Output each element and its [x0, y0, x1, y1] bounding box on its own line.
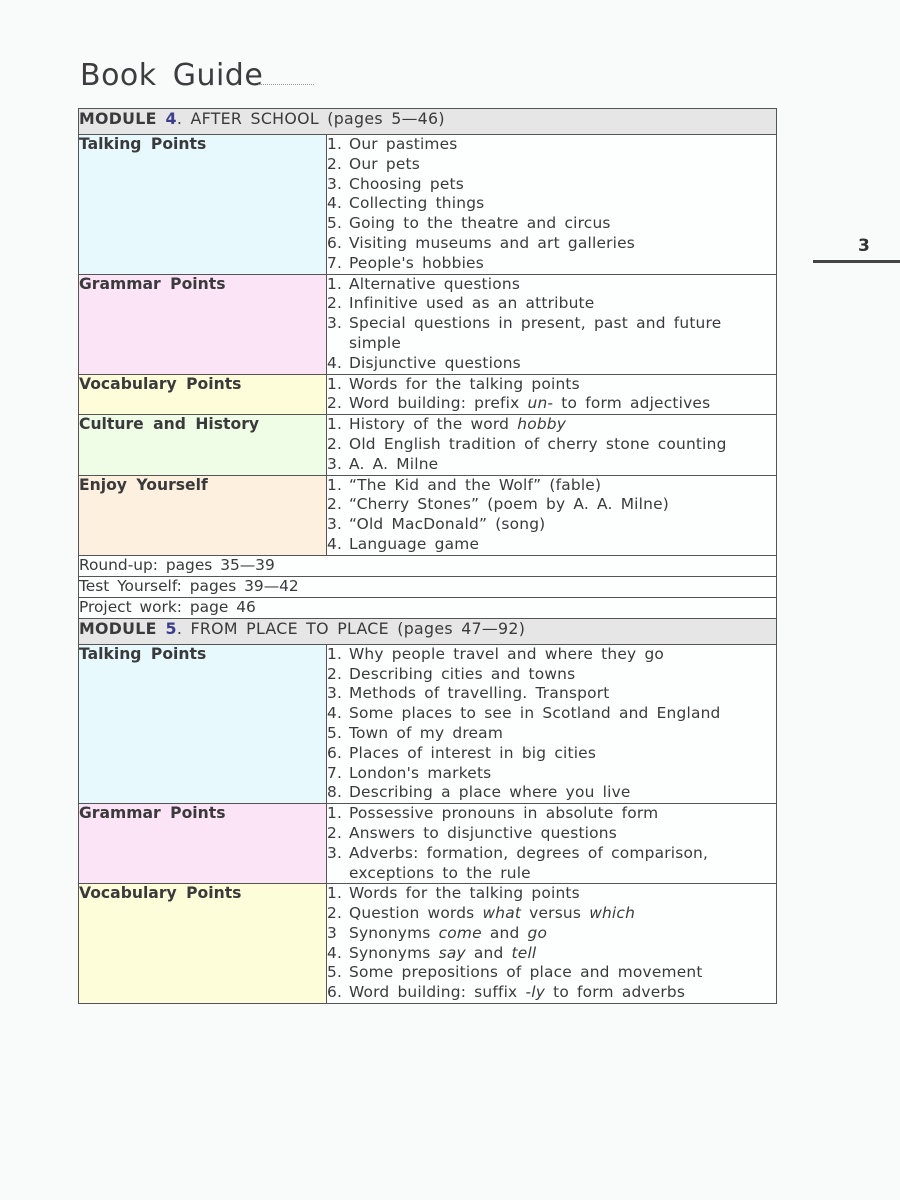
item-text-part: and: [465, 943, 512, 962]
item-text-part: Synonyms: [349, 923, 439, 942]
list-item: [327, 684, 776, 704]
list-item: [327, 744, 776, 764]
section-row: [79, 644, 777, 803]
list-item: [327, 394, 776, 414]
item-text: [349, 394, 776, 414]
item-text: [349, 924, 776, 944]
item-text: Places of interest in big cities: [349, 743, 597, 762]
list-item: [327, 665, 776, 685]
extra-row: [79, 597, 777, 618]
item-text: “Old MacDonald” (song): [349, 515, 546, 534]
item-text-part: to form adverbs: [545, 983, 686, 1002]
extra-row: [79, 576, 777, 597]
module-title: . FROM PLACE TO PLACE (pages 47—92): [176, 618, 526, 638]
list-item: [327, 535, 776, 555]
section-items: [327, 274, 777, 374]
item-number: 3.: [327, 684, 343, 703]
item-number: 2.: [327, 294, 343, 313]
list-item: [327, 963, 776, 983]
section-items: [327, 804, 777, 884]
list-item: [327, 495, 776, 515]
section-category: Talking Points: [79, 644, 327, 803]
list-item: [327, 435, 776, 455]
item-text-part: History of the word: [349, 415, 518, 434]
list-item: [327, 354, 776, 374]
section-items: [327, 884, 777, 1004]
item-text: Visiting museums and art galleries: [349, 233, 636, 252]
item-text: Some places to see in Scotland and England: [349, 704, 721, 723]
list-item: [327, 724, 776, 744]
module-header-row: [79, 109, 777, 135]
section-items: [327, 374, 777, 415]
item-number: 2.: [327, 823, 343, 842]
item-text-part: and: [481, 923, 528, 942]
item-number: 3.: [327, 843, 343, 862]
list-item: [327, 135, 776, 155]
item-text: Describing cities and towns: [349, 664, 576, 683]
item-emphasis: what: [482, 904, 522, 923]
section-row: [79, 415, 777, 475]
item-number: 6.: [327, 233, 343, 252]
item-number: 2.: [327, 904, 343, 923]
page-number: 3: [858, 236, 870, 256]
section-category: Grammar Points: [79, 274, 327, 374]
item-number: 4.: [327, 534, 343, 553]
item-text: “The Kid and the Wolf” (fable): [349, 475, 602, 494]
module-number: 4: [165, 109, 177, 128]
list-item: [327, 764, 776, 784]
list-item: [327, 234, 776, 254]
section-row: [79, 374, 777, 415]
list-item: [327, 645, 776, 665]
item-text: [349, 904, 776, 924]
section-row: [79, 135, 777, 275]
item-number: 4.: [327, 353, 343, 372]
item-text: Infinitive used as an attribute: [349, 294, 595, 313]
section-category: Grammar Points: [79, 804, 327, 884]
section-category: Vocabulary Points: [79, 884, 327, 1004]
item-number: 3: [327, 923, 337, 942]
module-header: [79, 618, 777, 644]
list-item: [327, 884, 776, 904]
item-text: Words for the talking points: [349, 374, 580, 393]
item-number: 2.: [327, 434, 343, 453]
section-category: Talking Points: [79, 135, 327, 275]
item-emphasis: -ly: [525, 983, 546, 1002]
list-item: [327, 783, 776, 803]
item-text: Collecting things: [349, 194, 485, 213]
item-number: 3.: [327, 515, 343, 534]
list-item: [327, 455, 776, 475]
item-text: [349, 415, 776, 435]
item-text-part: Word building: suffix: [349, 983, 526, 1002]
section-category: Enjoy Yourself: [79, 475, 327, 555]
list-item: [327, 983, 776, 1003]
item-text-part: Word building: prefix: [349, 394, 528, 413]
section-items: [327, 644, 777, 803]
item-text: Going to the theatre and circus: [349, 214, 611, 233]
item-text: “Cherry Stones” (poem by A. A. Milne): [349, 495, 669, 514]
list-item: [327, 375, 776, 395]
section-row: [79, 274, 777, 374]
extra-info: Round-up: pages 35—39: [79, 555, 777, 576]
section-items: [327, 415, 777, 475]
item-text: Describing a place where you live: [349, 783, 631, 802]
item-text-part: versus: [521, 904, 590, 923]
item-emphasis: come: [438, 923, 482, 942]
list-item: [327, 904, 776, 924]
item-number: 1.: [327, 135, 343, 153]
list-item: [327, 415, 776, 435]
item-number: 2.: [327, 664, 343, 683]
item-number: 1.: [327, 804, 343, 823]
module-header: [79, 109, 777, 135]
list-item: [327, 214, 776, 234]
item-number: 2.: [327, 394, 343, 413]
section-category: Vocabulary Points: [79, 374, 327, 415]
module-label: MODULE: [79, 109, 166, 128]
item-text: [349, 983, 776, 1003]
item-emphasis: tell: [511, 943, 537, 962]
list-item: [327, 314, 776, 354]
section-row: [79, 475, 777, 555]
item-text: Why people travel and where they go: [349, 644, 665, 663]
item-emphasis: un-: [527, 394, 554, 413]
module-label: MODULE: [79, 618, 166, 638]
list-item: [327, 804, 776, 824]
item-emphasis: go: [527, 923, 548, 942]
item-number: 1.: [327, 884, 343, 903]
item-number: 5.: [327, 723, 343, 742]
list-item: [327, 844, 776, 884]
item-text: Alternative questions: [349, 274, 521, 293]
item-number: 8.: [327, 783, 343, 802]
extra-row: [79, 555, 777, 576]
item-text-part: to form adjectives: [553, 394, 711, 413]
list-item: [327, 515, 776, 535]
item-emphasis: hobby: [517, 415, 567, 434]
module-header-row: [79, 618, 777, 644]
item-text: Possessive pronouns in absolute form: [349, 804, 659, 823]
item-number: 4.: [327, 943, 343, 962]
section-row: [79, 804, 777, 884]
item-number: 1.: [327, 274, 343, 293]
item-text: Words for the talking points: [349, 884, 580, 903]
item-text: A. A. Milne: [349, 454, 439, 473]
list-item: [327, 194, 776, 214]
item-number: 5.: [327, 963, 343, 982]
list-item: [327, 294, 776, 314]
section-items: [327, 135, 777, 275]
item-number: 1.: [327, 644, 343, 663]
item-text: Old English tradition of cherry stone counting: [349, 434, 727, 453]
item-text: London's markets: [349, 763, 492, 782]
item-number: 3.: [327, 174, 343, 193]
item-text: Methods of travelling. Transport: [349, 684, 610, 703]
item-text: People's hobbies: [349, 253, 484, 272]
page-number-rule: [813, 260, 900, 263]
item-text: Disjunctive questions: [349, 353, 521, 372]
list-item: [327, 944, 776, 964]
list-item: [327, 924, 776, 944]
item-number: 7.: [327, 253, 343, 272]
list-item: [327, 476, 776, 496]
section-row: [79, 884, 777, 1004]
list-item: [327, 824, 776, 844]
item-number: 3.: [327, 454, 343, 473]
item-text: Special questions in present, past and future simple: [349, 314, 722, 352]
item-text: Our pets: [349, 154, 420, 173]
list-item: [327, 175, 776, 195]
list-item: [327, 254, 776, 274]
item-text: [349, 944, 776, 964]
list-item: [327, 704, 776, 724]
item-number: 2.: [327, 154, 343, 173]
item-text-part: Question words: [349, 904, 483, 923]
item-text: Our pastimes: [349, 135, 458, 153]
book-guide-table: [78, 108, 777, 1004]
item-number: 7.: [327, 763, 343, 782]
item-number: 6.: [327, 983, 343, 1002]
item-text: Town of my dream: [349, 723, 504, 742]
section-items: [327, 475, 777, 555]
list-item: [327, 275, 776, 295]
item-number: 1.: [327, 415, 343, 434]
item-number: 3.: [327, 314, 343, 333]
item-number: 1.: [327, 374, 343, 393]
item-emphasis: which: [589, 904, 636, 923]
item-number: 4.: [327, 704, 343, 723]
extra-info: Project work: page 46: [79, 597, 777, 618]
item-text: Adverbs: formation, degrees of comparison, exceptions to the rule: [349, 843, 709, 882]
title-rule: [258, 84, 314, 85]
item-text: Choosing pets: [349, 174, 464, 193]
section-category: Culture and History: [79, 415, 327, 475]
item-text: Language game: [349, 534, 480, 553]
item-text: Some prepositions of place and movement: [349, 963, 703, 982]
item-text: Answers to disjunctive questions: [349, 823, 617, 842]
item-number: 6.: [327, 743, 343, 762]
item-number: 2.: [327, 495, 343, 514]
item-text-part: Synonyms: [349, 943, 439, 962]
item-number: 5.: [327, 214, 343, 233]
module-number: 5: [165, 618, 177, 638]
item-number: 4.: [327, 194, 343, 213]
module-title: . AFTER SCHOOL (pages 5—46): [176, 109, 445, 128]
item-number: 1.: [327, 475, 343, 494]
item-emphasis: say: [438, 943, 466, 962]
page-title: Book Guide: [80, 58, 264, 93]
list-item: [327, 155, 776, 175]
extra-info: Test Yourself: pages 39—42: [79, 576, 777, 597]
